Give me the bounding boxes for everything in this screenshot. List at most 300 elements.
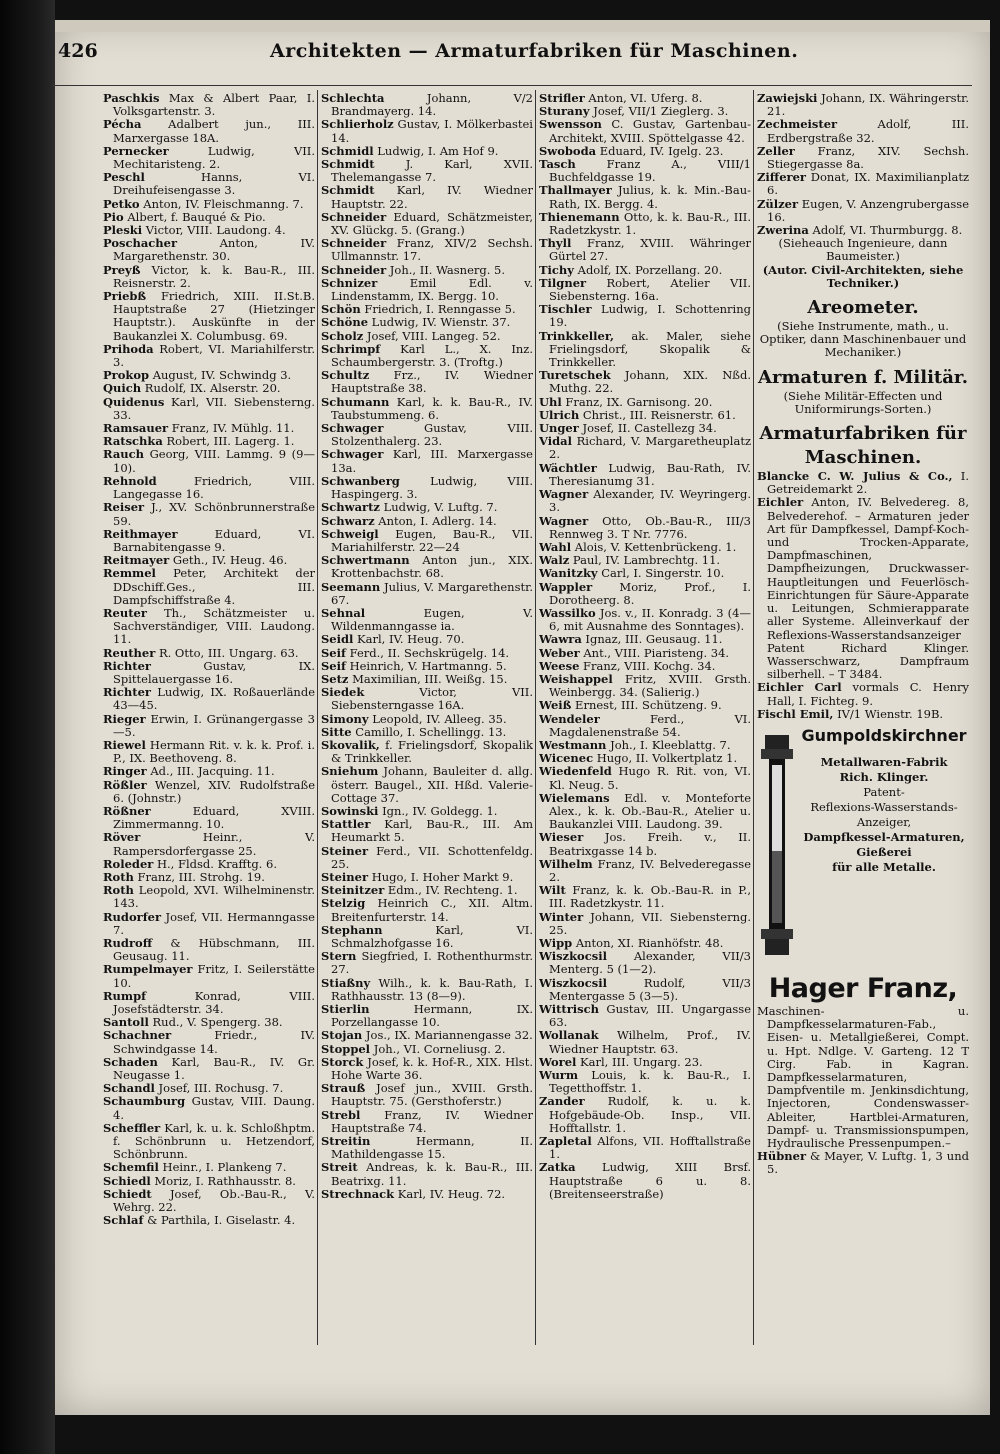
entry-name: Zülzer xyxy=(757,196,799,211)
entry-name: Preyß xyxy=(103,262,141,277)
list-item xyxy=(321,765,533,805)
entry-name: Rieger xyxy=(103,711,146,726)
entry-name: Quich xyxy=(103,381,142,396)
entry-name: Richter xyxy=(103,685,151,700)
list-item xyxy=(103,1214,315,1227)
entry-text: Eduard, IV. Igelg. 23. xyxy=(596,143,724,158)
entry-name: Schwager xyxy=(321,447,384,462)
entry-name: Schmidl xyxy=(321,143,374,158)
entry-text: Eugen, V. Anzengrubergasse 16. xyxy=(767,196,969,224)
entry-text: C. Gustav, Gartenbau-Architekt, XVIII. Spöttelgasse 42. xyxy=(549,117,751,145)
ad-line: für alle Metalle. xyxy=(832,859,936,874)
entry-text: Frz., IV. Wiedner Hauptstraße 38. xyxy=(331,368,533,396)
torn-top-strip xyxy=(55,20,990,32)
entry-name: Swoboda xyxy=(539,143,597,158)
entry-name: Zatka xyxy=(539,1160,576,1175)
list-item xyxy=(757,470,969,496)
entry-name: Schmidt xyxy=(321,157,375,172)
entry-text: Josef, Ob.-Bau-R., V. Wehrg. 22. xyxy=(113,1186,315,1215)
entry-name: Schaden xyxy=(103,1054,158,1069)
entry-text: Louis, k. k. Bau-R., I. Tegetthoffstr. 1. xyxy=(549,1068,751,1096)
ad-line: Metallwaren-Fabrik xyxy=(820,754,948,769)
entry-name: Priebß xyxy=(103,289,147,304)
list-item xyxy=(539,303,751,329)
entry-name: Wahl xyxy=(539,539,572,554)
entry-text: Ferd., VI. Magdalenenstraße 54. xyxy=(549,711,751,739)
entry-text: Joh., II. Wasnerg. 5. xyxy=(386,262,506,277)
entry-name: Schultz xyxy=(321,368,370,383)
list-item xyxy=(539,1095,751,1135)
entry-text: Victor, k. k. Bau-R., III. Reisnerstr. 2. xyxy=(113,262,315,290)
entry-name: Steinitzer xyxy=(321,883,385,898)
entry-text: Hermann, IX. Porzellangasse 10. xyxy=(331,1002,533,1030)
list-item xyxy=(103,528,315,554)
entries-z xyxy=(757,92,969,237)
list-item xyxy=(103,831,315,857)
entry-text: Karl, IV. Heug. 72. xyxy=(394,1186,506,1201)
entry-text: Peter, Architekt der DDschiff.Ges., III. Dampfschiffstraße 4. xyxy=(113,566,315,607)
entry-name: Sehnal xyxy=(321,605,366,620)
list-item xyxy=(539,277,751,303)
entry-text: Hermann, II. Mathildengasse 15. xyxy=(331,1134,533,1162)
entry-text: Otto, Ob.-Bau-R., III/3 Rennweg 3. T Nr. 7776. xyxy=(549,513,751,541)
entry-text: Siegfried, I. Rothenthurmstr. 27. xyxy=(331,949,533,977)
directory-column-4 xyxy=(757,92,969,1347)
entry-text: Friedr., IV. Schwindgasse 14. xyxy=(113,1028,315,1056)
list-item xyxy=(103,501,315,527)
list-item xyxy=(321,1082,533,1108)
list-item xyxy=(539,462,751,488)
entry-name: Sniehum xyxy=(321,764,379,779)
entry-name: Stattler xyxy=(321,817,371,832)
list-item xyxy=(321,184,533,210)
entry-text: Franz, XIV. Sechsh. Stiegergasse 8a. xyxy=(767,143,969,172)
entry-name: Schmidt xyxy=(321,183,375,198)
entry-name: Wächtler xyxy=(539,460,597,475)
water-gauge-illustration xyxy=(759,731,795,961)
entry-name: Schiedl xyxy=(103,1173,151,1188)
entry-name: Stoppel xyxy=(321,1041,371,1056)
list-item xyxy=(757,681,969,707)
entry-name: Schlechta xyxy=(321,92,385,105)
entry-name: Peschl xyxy=(103,170,145,185)
list-item xyxy=(321,277,533,303)
entry-text: Paul, IV. Lambrechtg. 11. xyxy=(569,553,721,568)
list-item xyxy=(539,158,751,184)
list-item xyxy=(103,990,315,1016)
list-item xyxy=(321,396,533,422)
entry-name: Schrimpf xyxy=(321,341,381,356)
entry-name: Westmann xyxy=(539,737,607,752)
list-item xyxy=(103,343,315,369)
list-item xyxy=(321,845,533,871)
entry-name: Tasch xyxy=(539,157,576,172)
list-item xyxy=(103,264,315,290)
entry-name: Zeller xyxy=(757,143,795,158)
list-item xyxy=(321,924,533,950)
list-item xyxy=(321,581,533,607)
entry-name: Hübner xyxy=(757,1149,807,1164)
list-item xyxy=(539,607,751,633)
entry-name: Thyll xyxy=(539,236,572,251)
entry-text: Ludwig, VII. Mechitaristeng. 2. xyxy=(113,143,315,172)
list-item xyxy=(103,713,315,739)
entry-name: Turetschek xyxy=(539,368,611,383)
entry-text: Gustav, III. Ungargasse 63. xyxy=(549,1002,751,1030)
entry-name: Trinkkeller, xyxy=(539,328,615,343)
entry-text: Josef, VII/1 Zieglerg. 3. xyxy=(589,104,729,119)
entry-name: Tichy xyxy=(539,262,574,277)
entry-name: Pécha xyxy=(103,117,142,132)
list-item xyxy=(757,118,969,144)
entry-text: Andreas, k. k. Bau-R., III. Beatrixg. 11. xyxy=(331,1160,533,1188)
entry-text: Anton, IV. Fleischmanng. 7. xyxy=(139,196,304,211)
entry-name: Rauch xyxy=(103,447,144,462)
list-item xyxy=(539,713,751,739)
list-item xyxy=(321,950,533,976)
directory-column-1 xyxy=(103,92,315,1347)
entry-name: Thienemann xyxy=(539,209,620,224)
list-item xyxy=(321,1188,533,1201)
entry-name: Santoll xyxy=(103,1015,149,1030)
entry-name: Petko xyxy=(103,196,140,211)
entry-name: Wipp xyxy=(539,936,573,950)
list-item xyxy=(539,831,751,857)
entry-text: Geth., IV. Heug. 46. xyxy=(169,553,288,568)
directory-column-2 xyxy=(321,92,533,1347)
entry-text: Karl, Bau-R., III. Am Heumarkt 5. xyxy=(331,817,533,845)
list-item xyxy=(539,1069,751,1095)
entry-name: Storck xyxy=(321,1054,364,1069)
section-heading-military: Armaturen f. Militär. xyxy=(758,366,968,388)
entry-text: Franz, IV. Belvederegasse 2. xyxy=(549,856,751,884)
entry-text: I. Getreidemarkt 2. xyxy=(767,469,969,497)
entry-name: Scholz xyxy=(321,328,364,343)
entry-text: Moriz, Prof., I. Dorotheerg. 8. xyxy=(549,579,751,607)
entry-name: Zechmeister xyxy=(757,117,838,132)
entry-name: Streitin xyxy=(321,1134,371,1149)
entry-name: Wilhelm xyxy=(539,856,593,871)
entry-text: Franz, XIV/2 Sechsh. Ullmannstr. 17. xyxy=(331,236,533,264)
entry-text: Gustav, IX. Spittelauergasse 16. xyxy=(113,658,315,686)
entry-name: Stelzig xyxy=(321,896,366,911)
list-item xyxy=(103,607,315,647)
list-item xyxy=(103,567,315,607)
entry-text: Ignaz, III. Geusaug. 11. xyxy=(581,632,723,647)
list-item xyxy=(321,1003,533,1029)
list-item xyxy=(321,1056,533,1082)
entry-name: Walz xyxy=(539,553,570,568)
entry-name: Ramsauer xyxy=(103,421,169,436)
entry-name: Fischl Emil, xyxy=(757,706,834,721)
entry-text: Ernest, III. Schützeng. 9. xyxy=(571,698,722,713)
entry-name: Strauß xyxy=(321,1081,366,1096)
entry-name: Rößler xyxy=(103,777,147,792)
entry-name: Schneider xyxy=(321,236,387,251)
ad-title: Gumpoldskirchner xyxy=(801,725,967,745)
list-item xyxy=(539,765,751,791)
column-divider xyxy=(753,90,754,1345)
entry-name: Roth xyxy=(103,883,134,898)
entry-name: Wiszkocsil xyxy=(539,975,607,990)
entry-text: Eugen, V. Wildenmanngasse ia. xyxy=(331,605,533,634)
entry-text: Johann, VII. Siebensterng. 25. xyxy=(549,909,751,937)
ad-line: Dampfkessel-Armaturen, xyxy=(803,829,965,844)
entry-text: Jos. Freih. v., II. Beatrixgasse 14 b. xyxy=(549,830,751,858)
entry-text: & Parthila, I. Giselastr. 4. xyxy=(143,1213,296,1228)
entry-text: Donat, IX. Maximilianplatz 6. xyxy=(767,170,969,198)
list-item xyxy=(103,290,315,343)
entry-text: Leopold, XVI. Wilhelminenstr. 143. xyxy=(113,883,315,911)
entry-text: R. Otto, III. Ungarg. 63. xyxy=(155,645,299,660)
entry-name: Pernecker xyxy=(103,143,169,158)
entry-name: Siedek xyxy=(321,685,365,700)
entry-text: Otto, k. k. Bau-R., III. Radetzkystr. 1. xyxy=(549,209,751,238)
list-item xyxy=(539,330,751,370)
page-title: Architekten — Armaturfabriken für Maschinen. xyxy=(270,40,799,62)
entry-name: Schlaf xyxy=(103,1213,144,1228)
entry-name: Stephann xyxy=(321,922,383,937)
entry-text: Julius, k. k. Min.-Bau-Rath, IX. Bergg. 4. xyxy=(549,183,751,211)
entry-name: Setz xyxy=(321,671,349,686)
entry-name: Reuther xyxy=(103,645,156,660)
entry-name: Riewel xyxy=(103,737,146,752)
entry-name: Schwager xyxy=(321,421,384,436)
entry-name: Stojan xyxy=(321,1028,363,1043)
entry-name: Scheffler xyxy=(103,1120,161,1135)
entry-name: Röver xyxy=(103,830,141,845)
entry-text: Josef, III. Rochusg. 7. xyxy=(154,1081,284,1096)
entry-name: Roth xyxy=(103,869,134,884)
list-item xyxy=(539,1135,751,1161)
entry-name: Seemann xyxy=(321,579,381,594)
entry-name: Schwarz xyxy=(321,513,375,528)
entry-name: Schweigl xyxy=(321,526,379,541)
entry-name: Skovalik, xyxy=(321,737,380,752)
ad-text xyxy=(799,755,969,875)
list-item xyxy=(321,422,533,448)
entry-text: Julius, V. Margarethenstr. 67. xyxy=(331,579,533,607)
entry-name: Blancke C. W. Julius & Co., xyxy=(757,469,953,484)
entry-text: Adolf, III. Erdbergstraße 32. xyxy=(767,117,969,145)
entry-text: Friedrich, XIII. II.St.B. Hauptstraße 27 (Hietzinger Hauptstr.). Auskünfte in der Baukanzlei X. Columbusg. 69. xyxy=(113,289,315,343)
list-item xyxy=(103,237,315,263)
list-item xyxy=(757,708,969,721)
entry-name: Eichler Carl xyxy=(757,680,842,695)
entry-text: Hugo R. Rit. von, VI. Kl. Neug. 5. xyxy=(549,764,751,792)
list-item xyxy=(103,1188,315,1214)
list-item xyxy=(539,1161,751,1201)
list-item xyxy=(539,211,751,237)
list-item xyxy=(539,1003,751,1029)
entry-name: Weiß xyxy=(539,698,572,713)
entry-text: IV/1 Wienstr. 19B. xyxy=(833,706,944,721)
entry-name: Schaumburg xyxy=(103,1094,186,1109)
section-heading-machines: Armaturfabriken für Maschinen. xyxy=(759,423,967,469)
list-item xyxy=(321,211,533,237)
entry-text: Hermann Rit. v. k. k. Prof. i. P., IX. Beethoveng. 8. xyxy=(113,737,315,766)
entry-text: Josef, II. Castellezg 34. xyxy=(578,421,717,436)
entry-name: Sturany xyxy=(539,104,590,119)
entry-name: Schumann xyxy=(321,394,390,409)
entry-name: Poschacher xyxy=(103,236,178,251)
entry-name: Sitte xyxy=(321,724,352,739)
entry-text: Ludwig, XIII Brsf. Hauptstraße 6 u. 8. (Breitenseerstraße) xyxy=(549,1160,751,1201)
entry-text: Eugen, Bau-R., VII. Mariahilferstr. 22—24 xyxy=(331,526,533,554)
list-item xyxy=(103,1029,315,1055)
entry-text: Jos. v., II. Konradg. 3 (4—6, mit Ausnahme des Sonntages). xyxy=(549,605,751,634)
list-item xyxy=(321,686,533,712)
list-item xyxy=(321,369,533,395)
list-item xyxy=(103,396,315,422)
list-item xyxy=(539,184,751,210)
entry-text: Edl. v. Monteforte Alex., k. k. Ob.-Bau-R., Atelier u. Baukanzlei VIII. Laudong. 39. xyxy=(549,790,751,832)
entry-text: & Hübschmann, III. Geusaug. 11. xyxy=(113,936,315,964)
entry-text: Hugo, I. Hoher Markt 9. xyxy=(368,869,514,884)
entry-text: Karl, k. k. Bau-R., IV. Taubstummeng. 6. xyxy=(331,394,533,422)
list-item xyxy=(321,1109,533,1135)
see-also-note: (Siehe Instrumente, math., u. Optiker, dann Maschinenbauer und Mechaniker.) xyxy=(759,319,967,360)
entry-text: Eduard, Schätzmeister, XV. Glückg. 5. (Grang.) xyxy=(331,209,533,238)
entry-text: Ludwig, VIII. Haspingerg. 3. xyxy=(331,473,533,502)
entry-text: Friedrich, VIII. Langegasse 16. xyxy=(113,473,315,502)
entry-text: Joh., VI. Corneliusg. 2. xyxy=(370,1041,506,1056)
entry-name: Sowinski xyxy=(321,803,379,818)
entry-text: Anton jun., XIX. Krottenbachstr. 68. xyxy=(331,553,533,581)
entry-name: Tischler xyxy=(539,302,592,317)
list-item xyxy=(539,488,751,514)
see-also-note: (Siehe Militär-Effecten und Uniformirungs-Sorten.) xyxy=(783,388,943,416)
entry-text: Edm., IV. Rechteng. 1. xyxy=(384,883,518,898)
entry-text: Heinrich C., XII. Altm. Breitenfurterstr. 14. xyxy=(331,896,533,924)
entry-text: Richard, V. Margaretheuplatz 2. xyxy=(549,434,751,462)
entry-text: Franz, IV. Mühlg. 11. xyxy=(168,421,295,436)
entry-name: Schöne xyxy=(321,315,369,330)
list-item xyxy=(103,660,315,686)
entry-text: Rudolf, k. u. k. Hofgebäude-Ob. Insp., VII. Hofftallstr. 1. xyxy=(549,1094,751,1135)
list-item xyxy=(103,92,315,118)
entry-text: Anton, IV. Belvedereg. 8, Belvederehof. – Armaturen jeder Art für Dampfkessel, Dampf-Koch- und Trocken-Apparate, Dampfmaschinen, Dampfheizungen, Druckwasser-Hauptleitungen und Feuerlösch-Einrichtungen für Säure-Apparate u. Leitungen, Schmierapparate aller Systeme. Alleinverkauf der Reflexions-Wasserstandsanzeiger Patent Richard Klinger. Wasserschwarz, Dampfraum silberhell. – T 3484. xyxy=(767,495,969,682)
entry-text: Franz, VIII. Kochg. 34. xyxy=(579,658,716,673)
entry-text: Moriz, I. Rathhausstr. 8. xyxy=(150,1173,296,1188)
entry-name: Zwerina xyxy=(757,223,809,238)
entry-text: Ant., VIII. Piaristeng. 34. xyxy=(579,645,730,660)
entry-text: Wenzel, XIV. Rudolfstraße 6. (Johnstr.) xyxy=(113,777,315,805)
entry-name: Quidenus xyxy=(103,394,165,409)
entry-text: Josef, VII. Hermanngasse 7. xyxy=(113,909,315,937)
entry-text: Karl L., X. Inz. Schaumbergerstr. 3. (Troftg.) xyxy=(331,341,533,370)
entry-name: Wittrisch xyxy=(539,1002,599,1017)
entry-text: Josef, k. k. Hof-R., XIX. Hlst. Hohe Warte 36. xyxy=(331,1054,533,1083)
entry-name: Wawra xyxy=(539,632,582,647)
ad-line: Patent- xyxy=(863,784,905,799)
entry-name: Schiedt xyxy=(103,1186,152,1201)
entry-text: Anton, VI. Uferg. 8. xyxy=(584,92,703,105)
entry-name: Winter xyxy=(539,909,584,924)
list-item xyxy=(321,1135,533,1161)
list-item xyxy=(103,145,315,171)
list-item xyxy=(103,686,315,712)
entry-name: Reiser xyxy=(103,500,145,515)
entry-name: Weese xyxy=(539,658,580,673)
entry-name: Pleski xyxy=(103,223,143,238)
list-item xyxy=(539,435,751,461)
list-item xyxy=(757,198,969,224)
entry-text: Franz, IX. Garnisong. 20. xyxy=(561,394,713,409)
entry-text: Ferd., II. Sechskrügelg. 14. xyxy=(345,645,510,660)
list-item xyxy=(103,779,315,805)
entry-name: Paschkis xyxy=(103,92,160,105)
entry-name: Schneider xyxy=(321,262,387,277)
list-item xyxy=(321,92,533,118)
entry-name: Strifler xyxy=(539,92,585,105)
entry-text: Franz, k. k. Ob.-Bau-R. in P., III. Radetzkystr. 11. xyxy=(549,883,751,911)
entry-text: Robert, III. Lagerg. 1. xyxy=(162,434,295,449)
list-item xyxy=(321,475,533,501)
entry-name: Wagner xyxy=(539,487,589,502)
list-item xyxy=(539,237,751,263)
entry-text: Maximilian, III. Weißg. 15. xyxy=(348,671,508,686)
entry-name: Schemfil xyxy=(103,1160,159,1175)
entry-name: Reitmayer xyxy=(103,553,170,568)
list-item xyxy=(103,1095,315,1121)
entry-name: Seif xyxy=(321,658,346,673)
entry-text: Anton, I. Adlerg. 14. xyxy=(374,513,497,528)
entry-text: Karl, VII. Siebensterng. 33. xyxy=(113,394,315,422)
column-divider xyxy=(317,90,318,1345)
see-also-note-bold: (Autor. Civil-Architekten, siehe Techniker.) xyxy=(762,262,964,290)
list-item xyxy=(539,515,751,541)
entry-text: Wilhelm, Prof., IV. Wiedner Hauptstr. 63. xyxy=(549,1028,751,1056)
entry-name: Wielemans xyxy=(539,790,610,805)
entry-text: Gustav, VIII. Stolzenthalerg. 23. xyxy=(331,421,533,449)
list-item xyxy=(539,118,751,144)
entry-text: Ad., III. Jacquing. 11. xyxy=(146,764,275,779)
entry-text: vormals C. Henry Hall, I. Fichteg. 9. xyxy=(767,680,969,708)
entry-text: Albert, f. Bauqué & Pio. xyxy=(123,209,266,224)
entry-name: Rumpelmayer xyxy=(103,962,193,977)
ad-line: Anzeiger, xyxy=(856,814,912,829)
list-item xyxy=(321,118,533,144)
entry-name: Vidal xyxy=(539,434,572,449)
list-item xyxy=(539,884,751,910)
list-item xyxy=(103,171,315,197)
entry-text: Ludwig, I. Am Hof 9. xyxy=(373,143,499,158)
list-item xyxy=(539,977,751,1003)
entry-text: Fritz, XVIII. Grsth. Weinbergg. 34. (Salierig.) xyxy=(549,671,751,700)
entry-text: Alexander, IV. Weyringerg. 3. xyxy=(549,487,751,515)
list-item xyxy=(321,554,533,580)
entry-text: Anton, XI. Rianhöfstr. 48. xyxy=(572,936,724,950)
entry-text: & Mayer, V. Luftg. 1, 3 und 5. xyxy=(767,1149,969,1177)
entry-name: Eichler xyxy=(757,495,804,510)
list-item xyxy=(321,448,533,474)
column-divider xyxy=(535,90,536,1345)
entry-name: Ulrich xyxy=(539,407,580,422)
entry-name: Rößner xyxy=(103,803,151,818)
advertisement-hager-title: Hager Franz, xyxy=(768,972,958,1004)
list-item xyxy=(321,607,533,633)
entry-name: Tilgner xyxy=(539,275,587,290)
list-item xyxy=(757,496,969,681)
entry-text: Jos., IX. Mariannengasse 32. xyxy=(362,1028,533,1043)
list-item xyxy=(103,448,315,474)
entry-name: Reuter xyxy=(103,605,147,620)
entry-name: Weber xyxy=(539,645,580,660)
entry-name: Schneider xyxy=(321,209,387,224)
entry-text: Karl, k. u. k. Schloßhptm. f. Schönbrunn u. Hetzendorf, Schönbrunn. xyxy=(113,1120,315,1162)
entry-text: Eduard, XVIII. Zimmermanng. 10. xyxy=(113,803,315,832)
